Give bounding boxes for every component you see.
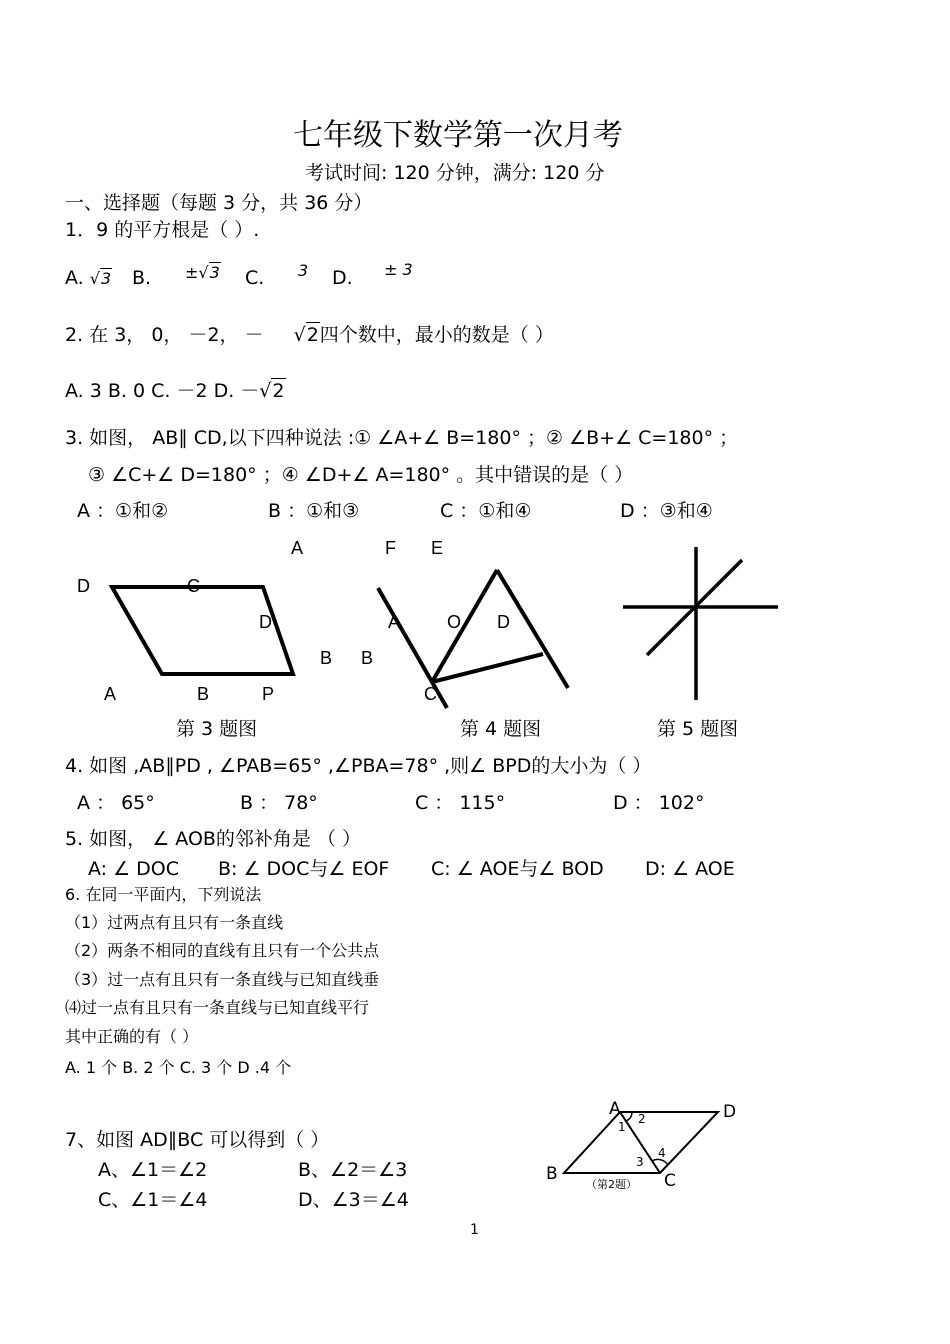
fig3-label-d: D bbox=[259, 612, 272, 632]
q1-stem: 1．9 的平方根是（ ）. bbox=[65, 219, 260, 241]
fig-label-a-top: A bbox=[291, 538, 304, 558]
page-number: 1 bbox=[470, 1222, 479, 1238]
q1-option-b-value: ±√3 bbox=[185, 263, 220, 282]
q2-options: A. 3 B. 0 C. －2 D. －√2 bbox=[65, 380, 285, 402]
q6-statement-3: （3）过一点有且只有一条直线与已知直线垂 bbox=[65, 970, 380, 989]
q7-option-b: B、∠2＝∠3 bbox=[298, 1159, 408, 1181]
fig4-label-d: D bbox=[497, 612, 510, 632]
q5-stem: 5. 如图， ∠ AOB的邻补角是 （ ） bbox=[65, 828, 362, 850]
q2-stem: 2. 在 3， 0， －2， － √2四个数中，最小的数是（ ） bbox=[65, 324, 554, 346]
q5-option-b: B: ∠ DOC与∠ EOF bbox=[218, 858, 390, 880]
q7-angle-arc-a bbox=[626, 1113, 632, 1121]
fig4-triangle-base bbox=[432, 654, 543, 682]
q4-option-d: D ： 102° bbox=[613, 792, 705, 814]
q6-ask: 其中正确的有（ ） bbox=[65, 1027, 199, 1046]
q6-stem: 6. 在同一平面内，下列说法 bbox=[65, 885, 262, 904]
q7-label-b: B bbox=[546, 1164, 558, 1184]
fig4-caption: 第 4 题图 bbox=[460, 718, 542, 740]
fig5-caption: 第 5 题图 bbox=[657, 718, 739, 740]
fig4-triangle-side bbox=[432, 570, 497, 682]
q5-option-a: A: ∠ DOC bbox=[88, 858, 180, 880]
fig3-caption: 第 3 题图 bbox=[176, 718, 258, 740]
section-heading: 一、选择题（每题 3 分，共 36 分） bbox=[65, 192, 373, 214]
q1-option-a-label: A. bbox=[65, 267, 84, 289]
q7-angle-4: 4 bbox=[658, 1146, 666, 1160]
fig4-label-c: C bbox=[424, 684, 437, 704]
q5-option-c: C: ∠ AOE与∠ BOD bbox=[431, 858, 604, 880]
fig-label-b-mid-2: B bbox=[361, 648, 374, 668]
fig4-label-a: A bbox=[388, 612, 401, 632]
q1-option-a-value: √3 bbox=[89, 269, 112, 288]
fig3-label-d-left: D bbox=[77, 576, 90, 596]
q1-option-c-label: C. bbox=[245, 267, 265, 289]
q1-option-a bbox=[65, 266, 112, 290]
q7-option-a: A、∠1＝∠2 bbox=[98, 1159, 208, 1181]
q6-statement-2: （2）两条不相同的直线有且只有一个公共点 bbox=[65, 941, 380, 960]
fig-label-e: E bbox=[431, 538, 444, 558]
q5-option-d: D: ∠ AOE bbox=[645, 858, 735, 880]
figures-row bbox=[0, 530, 950, 710]
q1-option-d-value: ± 3 bbox=[384, 260, 413, 279]
q7-label-d: D bbox=[723, 1102, 737, 1122]
q7-label-a: A bbox=[609, 1099, 621, 1119]
fig3-label-b: B bbox=[197, 684, 210, 704]
q7-label-c: C bbox=[664, 1171, 676, 1191]
q1-option-d-label: D. bbox=[332, 267, 353, 289]
q6-statement-4: ⑷过一点有且只有一条直线与已知直线平行 bbox=[65, 998, 370, 1017]
q7-option-d: D、∠3＝∠4 bbox=[298, 1189, 409, 1211]
q3-line-2: ③ ∠C+∠ D=180° ；④ ∠D+∠ A=180° 。其中错误的是（ ） bbox=[88, 464, 634, 486]
q6-statement-1: （1）过两点有且只有一条直线 bbox=[65, 913, 284, 932]
q3-option-a: A ：①和② bbox=[77, 500, 169, 522]
q7-angle-2: 2 bbox=[638, 1112, 646, 1126]
q6-options: A. 1 个 B. 2 个 C. 3 个 D .4 个 bbox=[65, 1058, 292, 1077]
q3-option-b: B ：①和③ bbox=[268, 500, 360, 522]
fig3-label-c: C bbox=[187, 576, 200, 596]
q7-stem: 7、如图 AD∥BC 可以得到（ ） bbox=[65, 1129, 330, 1151]
q4-stem: 4. 如图 ,AB∥PD , ∠PAB=65° ,∠PBA=78° ,则∠ BPD的大小为（ ） bbox=[65, 755, 652, 777]
q7-figure-caption: （第2题） bbox=[586, 1178, 637, 1191]
q2-option-d-sqrt: √2 bbox=[259, 380, 285, 402]
q3-option-d: D ：③和④ bbox=[620, 500, 713, 522]
q3-line-1: 3. 如图， AB∥ CD,以下四种说法 :① ∠A+∠ B=180° ；② ∠B+∠ C=180° ； bbox=[65, 427, 739, 449]
q3-option-c: C ：①和④ bbox=[440, 500, 532, 522]
q7-angle-3: 3 bbox=[636, 1155, 644, 1169]
fig4-label-o: O bbox=[447, 612, 462, 632]
q4-option-c: C ： 115° bbox=[415, 792, 506, 814]
fig-label-f: F bbox=[385, 538, 396, 558]
fig3-label-p: P bbox=[262, 684, 275, 704]
page-title: 七年级下数学第一次月考 bbox=[293, 118, 623, 153]
q4-option-a: A ： 65° bbox=[77, 792, 155, 814]
fig3-label-a: A bbox=[104, 684, 117, 704]
q2-sqrt-value: √2 bbox=[293, 324, 319, 346]
exam-info: 考试时间: 120 分钟，满分: 120 分 bbox=[305, 162, 605, 184]
q7-angle-1: 1 bbox=[618, 1120, 626, 1134]
fig-label-b-mid-1: B bbox=[320, 648, 333, 668]
q1-option-b-label: B. bbox=[132, 267, 152, 289]
q4-option-b: B ： 78° bbox=[240, 792, 318, 814]
q1-option-c-value: 3 bbox=[298, 261, 309, 280]
q7-option-c: C、∠1＝∠4 bbox=[98, 1189, 208, 1211]
